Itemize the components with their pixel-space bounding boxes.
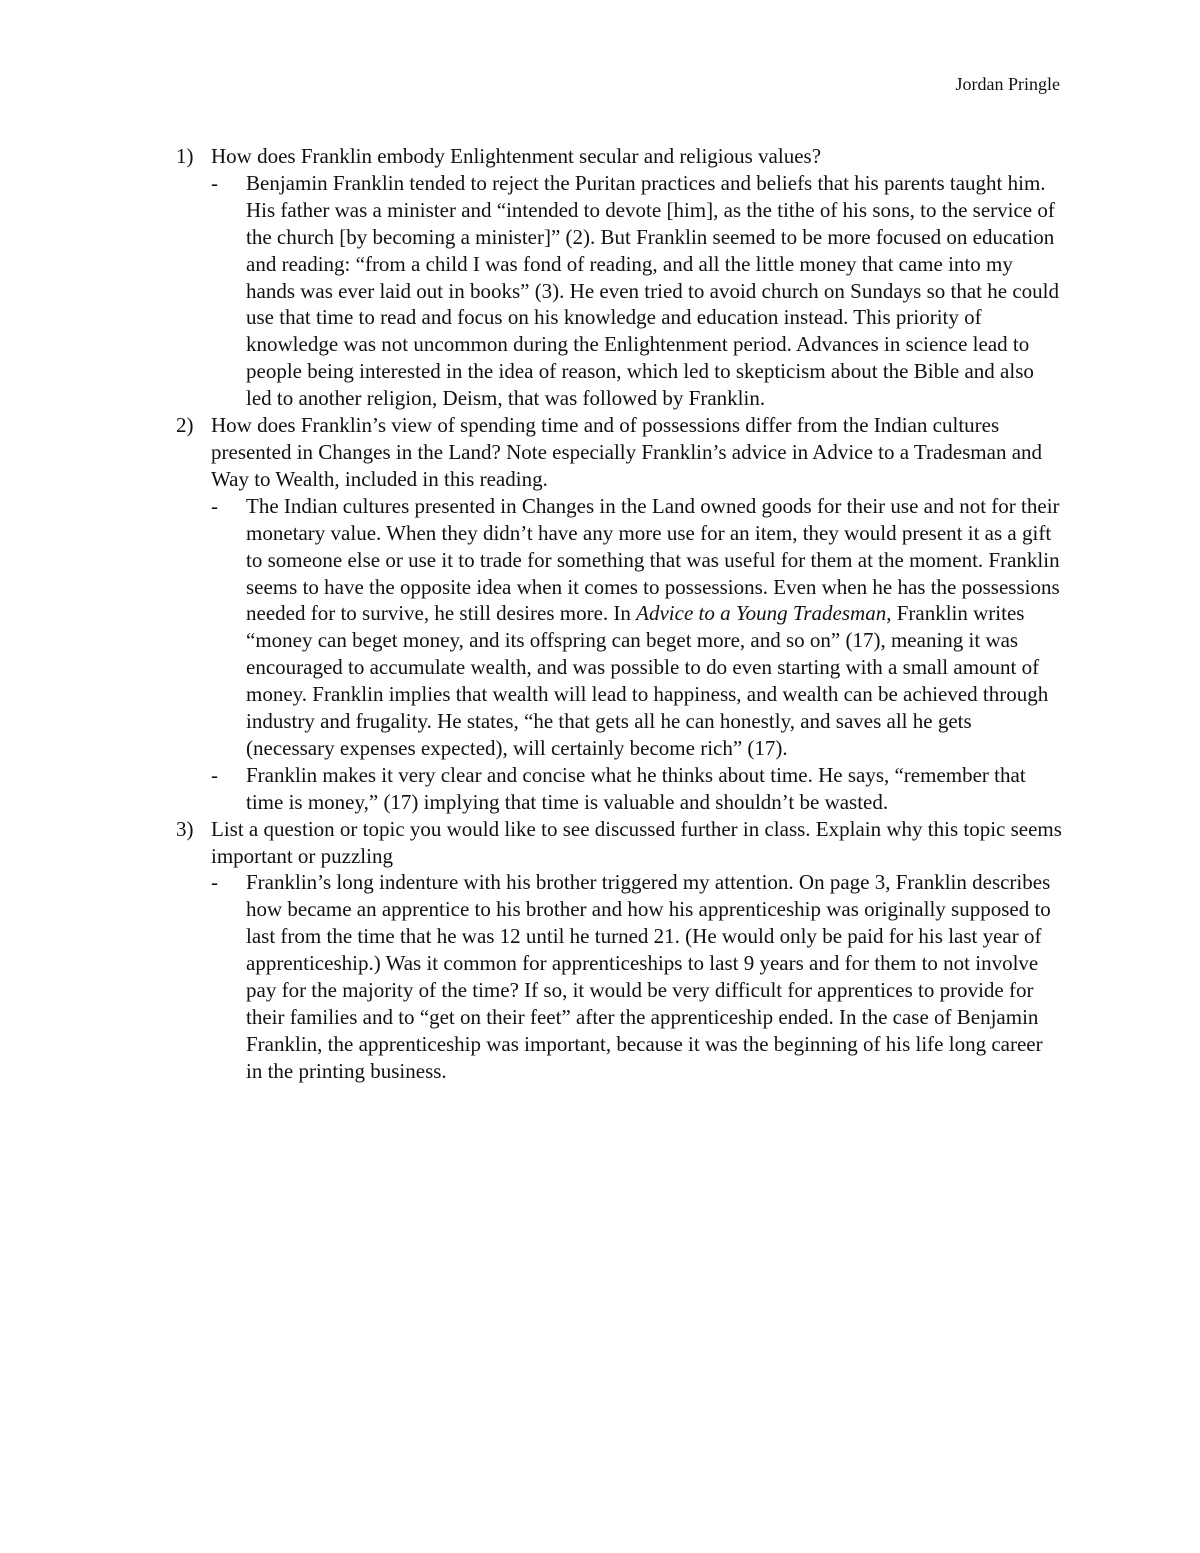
answer-text-part: The Indian cultures presented in Changes in the Land owned goods for their use and not for their monetary value. When they didn’t have any more use for an item, they would present it as a gift to someone else or use it to trade for something that was useful for them at the moment. Franklin seems to have the opposite idea when it comes to possessions. Even when he has the possessions needed for to survive, he still desires more. In xyxy=(246,493,1060,626)
answer-item xyxy=(0,170,1200,412)
book-title: Advice to a Young Tradesman xyxy=(636,601,887,626)
answer-bullet: - xyxy=(211,493,218,518)
question-number: 2) xyxy=(176,413,194,438)
answer-item xyxy=(0,869,1200,1084)
answer-text xyxy=(246,493,1063,762)
answer-text: Benjamin Franklin tended to reject the Puritan practices and beliefs that his parents taught him. His father was a minister and “intended to devote [him], as the tithe of his sons, to the service of the church [by becoming a minister]” (2). But Franklin seemed to be more focused on education and reading: “from a child I was fond of reading, and all the little money that came into my hands was ever laid out in books” (3). He even tried to avoid church on Sundays so that he could use that time to read and focus on his knowledge and education instead. This priority of knowledge was not uncommon during the Enlightenment period. Advances in science lead to people being interested in the idea of reason, which led to skepticism about the Bible and also led to another religion, Deism, that was followed by Franklin. xyxy=(246,170,1059,411)
question-item xyxy=(0,412,1200,816)
answer-text-part: , Franklin writes “money can beget money, and its offspring can beget more, and so on” (17), meaning it was encouraged to accumulate wealth, and was possible to do even starting with a small amount of money. Franklin implies that wealth will lead to happiness, and wealth can be achieved through industry and frugality. He states, “he that gets all he can honestly, and saves all he gets (necessary expenses expected), will certainly become rich” (17). xyxy=(246,601,1049,760)
answer-item xyxy=(0,762,1200,816)
answer-text: Franklin’s long indenture with his brother triggered my attention. On page 3, Franklin describes how became an apprentice to his brother and how his apprenticeship was originally supposed to last from the time that he was 12 until he turned 21. (He would only be paid for his last year of apprenticeship.) Was it common for apprenticeships to last 9 years and for them to not involve pay for the majority of the time? If so, it would be very difficult for apprentices to provide for their families and to “get on their feet” after the apprenticeship ended. In the case of Benjamin Franklin, the apprenticeship was important, because it was the beginning of his life long career in the printing business. xyxy=(246,870,1051,1083)
question-list xyxy=(0,143,1200,1085)
question-text: List a question or topic you would like to see discussed further in class. Explain why this topic seems important or puzzling xyxy=(211,816,1062,868)
answer-bullet: - xyxy=(211,170,218,195)
answer-text: Franklin makes it very clear and concise what he thinks about time. He says, “remember that time is money,” (17) implying that time is valuable and shouldn’t be wasted. xyxy=(246,762,1026,814)
question-text: How does Franklin embody Enlightenment secular and religious values? xyxy=(211,144,822,168)
author-name: Jordan Pringle xyxy=(955,74,1060,94)
answer-bullet: - xyxy=(211,870,218,895)
question-text: How does Franklin’s view of spending time and of possessions differ from the Indian cultures presented in Changes in the Land? Note especially Franklin’s advice in Advice to a Tradesman and Way to Wealth, included in this reading. xyxy=(211,413,1043,491)
question-item xyxy=(0,143,1200,412)
answer-item xyxy=(0,493,1200,762)
question-item xyxy=(0,816,1200,1085)
question-number: 3) xyxy=(176,816,194,841)
question-number: 1) xyxy=(176,144,194,168)
answer-bullet: - xyxy=(211,762,218,787)
